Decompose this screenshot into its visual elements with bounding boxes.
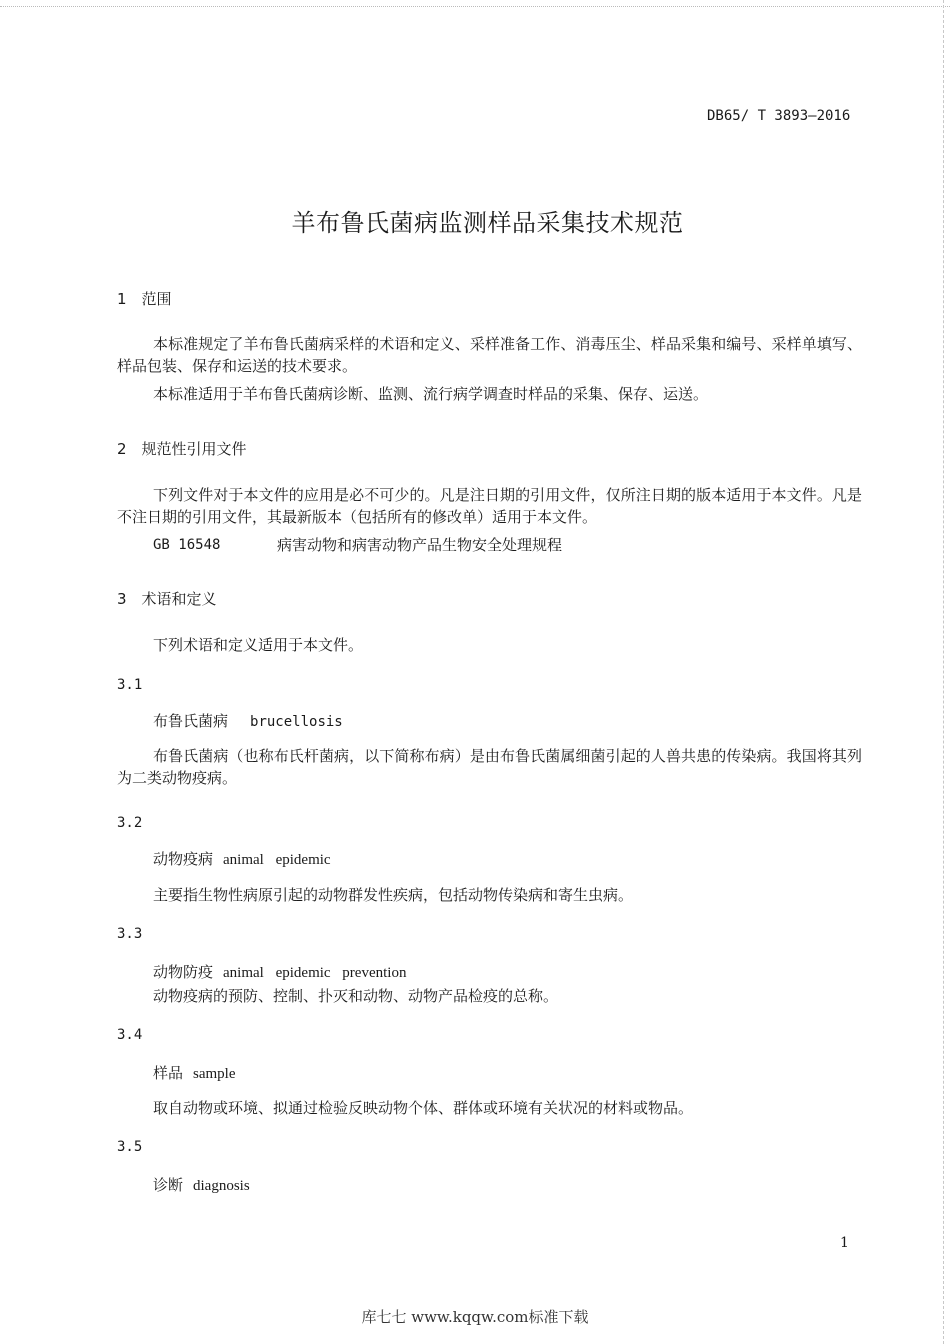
section-heading-terms: 3 术语和定义 [117, 590, 217, 608]
reference-title: 病害动物和病害动物产品生物安全处理规程 [277, 536, 563, 554]
term-number: 3.5 [117, 1139, 143, 1155]
term-chinese: 诊断 [153, 1176, 184, 1194]
reference-code: GB 16548 [153, 537, 221, 553]
terms-intro: 下列术语和定义适用于本文件。 [153, 636, 364, 654]
page-number: 1 [840, 1235, 849, 1251]
paragraph-scope-2: 本标准适用于羊布鲁氏菌病诊断、监测、流行病学调查时样品的采集、保存、运送。 [153, 385, 709, 403]
watermark-text: 库七七 www.kqqw.com标准下载 [361, 1308, 589, 1326]
term-english: animal epidemic [223, 852, 331, 868]
term-heading [153, 961, 406, 982]
scan-right-edge [943, 0, 950, 1344]
term-english: animal epidemic prevention [223, 965, 407, 981]
term-definition: 主要指生物性病原引起的动物群发性疾病，包括动物传染病和寄生虫病。 [153, 886, 634, 904]
term-number: 3.3 [117, 926, 143, 942]
term-number: 3.1 [117, 677, 143, 693]
term-definition: 布鲁氏菌病（也称布氏杆菌病，以下简称布病）是由布鲁氏菌属细菌引起的人兽共患的传染病。我国将其列为二类动物疫病。 [117, 747, 862, 787]
section-heading-normative-references: 2 规范性引用文件 [117, 440, 247, 458]
paragraph-references: 下列文件对于本文件的应用是必不可少的。凡是注日期的引用文件，仅所注日期的版本适用于本文件。凡是不注日期的引用文件，其最新版本（包括所有的修改单）适用于本文件。 [117, 486, 862, 526]
term-number: 3.4 [117, 1027, 143, 1043]
scan-top-border [0, 0, 950, 7]
term-number: 3.2 [117, 815, 143, 831]
term-chinese: 动物疫病 [153, 850, 214, 868]
term-chinese: 样品 [153, 1064, 184, 1082]
document-title: 羊布鲁氏菌病监测样品采集技术规范 [291, 209, 684, 237]
term-english: diagnosis [193, 1178, 250, 1194]
term-english: brucellosis [250, 714, 343, 730]
term-definition: 动物疫病的预防、控制、扑灭和动物、动物产品检疫的总称。 [153, 987, 559, 1005]
term-heading [153, 710, 343, 731]
term-english: sample [193, 1066, 236, 1082]
standard-number: DB65/ T 3893—2016 [707, 108, 851, 124]
term-chinese: 动物防疫 [153, 963, 214, 981]
term-heading [153, 848, 331, 869]
term-heading [153, 1174, 250, 1195]
paragraph-scope-1: 本标准规定了羊布鲁氏菌病采样的术语和定义、采样准备工作、消毒压尘、样品采集和编号、采样单填写、样品包装、保存和运送的技术要求。 [117, 335, 862, 375]
section-heading-scope: 1 范围 [117, 290, 172, 308]
term-chinese: 布鲁氏菌病 [153, 712, 229, 730]
term-heading [153, 1062, 236, 1083]
term-definition: 取自动物或环境、拟通过检验反映动物个体、群体或环境有关状况的材料或物品。 [153, 1099, 694, 1117]
